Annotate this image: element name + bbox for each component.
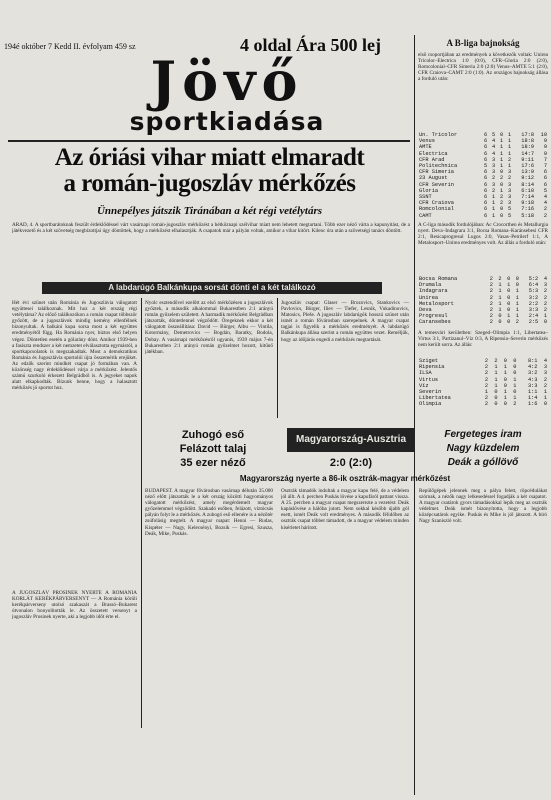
table-cell: 0 xyxy=(494,401,498,408)
table-cell: 2 xyxy=(484,401,489,408)
table-cell: 8:14 xyxy=(521,181,534,188)
table-cell: 3:3 xyxy=(527,382,538,389)
table-cell: 0 xyxy=(543,319,547,326)
table-cell: 13:9 xyxy=(521,169,534,176)
table-cell: 2 xyxy=(489,307,493,314)
table-cell: 9 xyxy=(543,138,547,145)
table-cell: 1:4 xyxy=(527,395,538,402)
bottom-left-head-2: Felázott talaj xyxy=(179,443,247,455)
table-cell: 2 xyxy=(494,358,498,364)
table-cell: 1 xyxy=(515,288,519,295)
table-cell: 7:14 xyxy=(521,194,534,201)
table-cell: 2:5 xyxy=(528,319,539,326)
team-name: Bocsa Romana xyxy=(419,276,458,282)
table-cell: 6 xyxy=(483,138,488,145)
table-row xyxy=(418,175,548,181)
table-cell: 1 xyxy=(492,212,496,219)
table-cell: 0 xyxy=(513,389,517,396)
table-cell: 0 xyxy=(503,358,507,364)
bottom-left-head-3: 35 ezer néző xyxy=(180,457,246,469)
table-cell: 0 xyxy=(513,364,517,371)
table-cell: 14:7 xyxy=(521,150,534,157)
bottom-center-head-1: Magyarország-Ausztria xyxy=(287,428,415,452)
table-cell: 1 xyxy=(498,288,502,295)
table-cell: 2 xyxy=(489,288,493,295)
table-cell: 1 xyxy=(515,307,519,314)
table-cell: 2 xyxy=(543,294,547,301)
table-cell: 4 xyxy=(543,276,547,282)
table-cell: 6 xyxy=(543,169,547,176)
table-cell: 1 xyxy=(515,294,519,301)
table-cell: 2:4 xyxy=(528,313,539,320)
bottom-right-head-2: Nagy küzdelem xyxy=(446,443,520,454)
table-cell: 2 xyxy=(484,370,489,377)
table-cell: 1:6 xyxy=(527,401,538,408)
table-cell: 5 xyxy=(543,187,547,194)
table-cell: 6 xyxy=(483,206,488,213)
table-cell: 0 xyxy=(494,389,498,396)
team-name: Progresul xyxy=(419,313,448,320)
team-name: SSNT xyxy=(419,194,432,201)
table-row xyxy=(418,401,548,407)
table-cell: 6:4 xyxy=(528,282,539,289)
table-cell: 1 xyxy=(508,144,512,151)
table-cell: 17:8 xyxy=(521,132,534,138)
table-cell: 0 xyxy=(494,395,498,402)
table-cell: 0 xyxy=(515,276,519,282)
team-name: 23 August xyxy=(419,175,448,182)
table-cell: 2 xyxy=(492,187,496,194)
table-row xyxy=(418,182,548,188)
table-cell: 2 xyxy=(513,401,517,408)
masthead-logo xyxy=(92,50,362,136)
divider xyxy=(8,140,410,142)
table-cell: 0 xyxy=(500,169,504,176)
team-name: CFR Simeria xyxy=(419,169,454,176)
table-cell: 3 xyxy=(543,364,547,371)
table-cell: 3 xyxy=(492,163,496,170)
table-cell: 2:2 xyxy=(528,300,539,307)
table-cell: 1 xyxy=(507,313,511,320)
table-cell: 4:3 xyxy=(527,376,538,383)
table-cell: 9 xyxy=(543,144,547,151)
team-name: Ripensia xyxy=(419,364,445,371)
table-cell: 1 xyxy=(500,187,504,194)
table-cell: 2 xyxy=(500,175,504,182)
team-name: Indagrara xyxy=(419,288,448,295)
table-cell: 1 xyxy=(508,138,512,145)
masthead xyxy=(92,50,362,136)
bottom-left-head-1: Zuhogó eső xyxy=(181,429,245,441)
bottom-subhead: Magyarország nyerte a 86-ik osztrák-magyar mérkőzést xyxy=(239,474,451,483)
table-cell: 0 xyxy=(543,401,547,408)
table-cell: 0 xyxy=(507,300,511,307)
table-cell: 1 xyxy=(513,376,517,383)
table-cell: 3 xyxy=(543,282,547,289)
table-cell: 6 xyxy=(483,181,488,188)
table-cell: 0 xyxy=(498,313,502,320)
table-cell: 1 xyxy=(494,382,498,389)
table-cell: 1 xyxy=(508,132,512,138)
table-cell: 2 xyxy=(484,395,489,402)
team-name: Libertatea xyxy=(419,395,451,402)
table-cell: 1:1 xyxy=(527,389,538,396)
table-cell: 6 xyxy=(483,156,488,163)
main-col3: Jugoszláv csapat: Glaser — Brozovics, Stankovics — Pavlovics, Bürger, Iliev — Tiefer, Lesnik, Vukadinovics, Matosics, Pleše. A jugoszláv labdarúgók hosszú szünet után ismét a román fővárosban szerepelnek. A magyar csapat tagjai is figyelik a mérkőzés eredményét. A labdarúgó Balkánkupa állása szerint a román együttes vezet. Reméljük, hogy az időjárás engedi a mérkőzés megtartását. xyxy=(281,300,409,343)
team-name: Virtus xyxy=(419,376,439,383)
team-name: Electrica xyxy=(419,150,448,157)
table-cell: 5:3 xyxy=(528,288,539,295)
table-cell: 6 xyxy=(483,175,488,182)
table-cell: 17:6 xyxy=(521,163,534,170)
table-cell: 5 xyxy=(492,132,496,138)
table-cell: 2 xyxy=(484,382,489,389)
right-intro: első csoportjában az eredmények a következők voltak: Unirea Tricolor–Electrica 1:0 (0:0), CFR–Gloria 2:0 (2:0), Romcolonial–CFR Simeria 2:0 (2:0) Venus–AMTE 5:1 (2:0), CFR Craiova–CAMT 2:0 (1:0). Az országos bajnokság állása a forduló után: xyxy=(418,52,548,83)
table-cell: 1 xyxy=(513,382,517,389)
table-cell: 1 xyxy=(543,395,547,402)
table-cell: 2 xyxy=(508,156,512,163)
table-cell: 0 xyxy=(507,294,511,301)
table-cell: 1 xyxy=(500,138,504,145)
table-cell: 4 xyxy=(543,358,547,364)
table-cell: 1 xyxy=(494,376,498,383)
table-cell: 0 xyxy=(507,307,511,314)
table-cell: 5 xyxy=(508,206,512,213)
table-cell: 6 xyxy=(483,194,488,201)
bottom-col4: Repülőgépek jelennek meg a pálya felett, röpcédulákat szórnak, a nézők nagy lelkesedéssel fogadják a két csapatot. A magyar csatárok gyors támadásokkal lepik meg az osztrák védelmet. Deák ismét bizonyította, hogy a legjobb középcsatárok egyike. Puskás és Mike is jól játszott. A bíró Nagy Szaniszló volt. xyxy=(419,488,547,525)
table-cell: 3 xyxy=(543,370,547,377)
bottom-right-head-3: Deák a góllövő xyxy=(447,457,519,468)
team-name: Unirea xyxy=(419,294,439,301)
table-cell: 2 xyxy=(484,376,489,383)
table-cell: 3:2 xyxy=(528,294,539,301)
table-cell: 0 xyxy=(500,212,504,219)
table-cell: 3:2 xyxy=(527,370,538,377)
headline-sub: Ünnepélyes játszik Tiránában a két régi vetélytárs xyxy=(96,205,323,217)
main-col1: Hét évi szünet után Románia és Jugoszlávia válogatott együttesei találkoznak. Mit hoz a két ország régi vetélytársa? Az előző találkozókon a román csapat többször győzött, de a jugoszlávok mindig kemény ellenfélnek bizonyultak. A balkáni kupa sorsa most a két együttes eredményétől függ. Ha Románia nyer, biztos első helyen végez. Döntetlen esetén a gólarány dönt. Amikor 1939-ben a fasiszta rendszer a két nemzetet elválasztotta egymástól, a sportkapcsolatok is megszakadtak. Most a demokratikus Románia és Jugoszlávia sportolói újra összemérik erejüket. Az edzők szerint mindkét csapat jó formában van. A közönség nagy érdeklődéssel várja a mérkőzést. Jelentős számú szurkoló érkezett Belgrádból is. A jegyeket napok alatt elkapkodták. Bízunk benne, hogy a halasztott mérkőzés jó sportot hoz. xyxy=(12,300,137,392)
team-name: CFR Severin xyxy=(419,181,454,188)
table-cell: 1 xyxy=(543,389,547,396)
table-cell: 1 xyxy=(503,395,507,402)
table-cell: 2 xyxy=(484,358,489,364)
table-cell: 0 xyxy=(500,206,504,213)
table-cell: 6 xyxy=(543,181,547,188)
table-cell: 6 xyxy=(483,169,488,176)
table-cell: 0 xyxy=(507,319,511,326)
table-cell: 1 xyxy=(498,307,502,314)
table-cell: 2 xyxy=(500,200,504,207)
table-cell: 2 xyxy=(489,319,493,326)
table-cell: 3 xyxy=(508,169,512,176)
table-cell: 1 xyxy=(484,389,489,396)
bottom-center-head-2: 2:0 (2:0) xyxy=(329,457,373,469)
table-cell: 5:18 xyxy=(521,212,534,219)
table-cell: 1 xyxy=(513,395,517,402)
table-cell: 6:10 xyxy=(521,187,534,194)
team-name: Severin xyxy=(419,389,442,396)
team-name: Politechnica xyxy=(419,163,458,170)
table-cell: 5:2 xyxy=(528,276,539,282)
masthead-title: Jövő xyxy=(150,50,304,113)
table-cell: 1 xyxy=(494,370,498,377)
table-cell: 1 xyxy=(492,194,496,201)
standings-table-2 xyxy=(418,276,548,326)
table-cell: 6 xyxy=(483,187,488,194)
team-name: CFR Arad xyxy=(419,156,445,163)
table-cell: 2 xyxy=(543,300,547,307)
table-cell: 1 xyxy=(498,282,502,289)
table-cell: 0 xyxy=(498,319,502,326)
table-cell: 0 xyxy=(513,358,517,364)
table-cell: 8:1 xyxy=(527,358,538,364)
table-row xyxy=(418,213,548,219)
table-cell: 2 xyxy=(543,212,547,219)
table-row xyxy=(418,206,548,212)
table-cell: 1 xyxy=(503,364,507,371)
table-cell: 2 xyxy=(489,276,493,282)
team-name: Sziget xyxy=(419,358,439,364)
table-cell: 3 xyxy=(508,187,512,194)
team-name: Olimpia xyxy=(419,401,442,408)
table-cell: 1 xyxy=(503,389,507,396)
table-cell: 3 xyxy=(492,169,496,176)
team-name: Metalosport xyxy=(419,300,454,307)
standings-table-3 xyxy=(418,358,548,408)
table-cell: 2 xyxy=(498,276,502,282)
right-column-title: A B-liga bajnokság xyxy=(446,38,520,48)
table-cell: 4 xyxy=(543,200,547,207)
team-name: CAMT xyxy=(419,212,432,219)
right-mid-text-2: A temesvári kerületben: Szeged–Olimpia 1:1, Libertatea–Virtus 3:1, Partizanul–Víz 0:3, A Ripensia–Severin mérkőzés nem került sorra. Az állás: xyxy=(418,330,548,349)
bottom-right-head-1: Fergeteges iram xyxy=(444,429,522,440)
table-cell: 2 xyxy=(543,376,547,383)
table-cell: 1 xyxy=(515,300,519,307)
team-name: Gloria xyxy=(419,187,439,194)
table-row xyxy=(418,319,548,325)
table-cell: 0 xyxy=(507,276,511,282)
team-name: Víz xyxy=(419,382,429,389)
team-name: Venus xyxy=(419,138,435,145)
table-cell: 5 xyxy=(508,212,512,219)
standings-table-1 xyxy=(418,132,548,219)
team-name: AMTE xyxy=(419,144,432,151)
team-name: Caransebes xyxy=(419,319,451,326)
table-cell: 9:18 xyxy=(521,200,534,207)
table-cell: 6 xyxy=(483,150,488,157)
table-cell: 1 xyxy=(500,150,504,157)
table-cell: 0 xyxy=(503,376,507,383)
table-cell: 0 xyxy=(500,181,504,188)
table-cell: 1 xyxy=(507,282,511,289)
table-cell: 1 xyxy=(500,163,504,170)
team-name: Deva xyxy=(419,307,432,314)
table-cell: 6 xyxy=(543,175,547,182)
table-cell: 1 xyxy=(498,294,502,301)
team-name: Drumala xyxy=(419,282,442,289)
bottom-col3: Osztrák támadók indultak a magyar kapu felé, de a védelem jól állt. A 4. percben Puskás lövése a kapufáról pattant vissza. A 25. percben a magyar csapat megszerezte a vezetést: Deák kapáslövése a hálóba jutott. Nem sokkal később újabb gól esett, ismét Deák volt eredményes. A második félidőben az osztrák csapat többet támadott, de a magyar védelem minden kísérletet hárított. xyxy=(281,488,409,531)
table-cell: 18:8 xyxy=(521,138,534,145)
balkan-banner: A labdarúgó Balkánkupa sorsát dönti el a két találkozó xyxy=(42,282,382,294)
table-cell: 0 xyxy=(503,401,507,408)
headline-line1: Az óriási vihar miatt elmaradt xyxy=(54,144,365,171)
table-cell: 2 xyxy=(484,364,489,371)
table-cell: 1 xyxy=(500,156,504,163)
team-name: CFR Craiova xyxy=(419,200,454,207)
table-cell: 1 xyxy=(500,144,504,151)
table-cell: 5 xyxy=(483,163,488,170)
table-cell: 3:3 xyxy=(528,307,539,314)
table-cell: 2 xyxy=(500,194,504,201)
table-cell: 0 xyxy=(507,288,511,295)
table-cell: 3 xyxy=(508,181,512,188)
table-cell: 10 xyxy=(540,132,547,138)
table-cell: 1 xyxy=(515,313,519,320)
table-cell: 1 xyxy=(508,163,512,170)
table-cell: 0 xyxy=(515,282,519,289)
table-cell: 2 xyxy=(543,307,547,314)
table-cell: 1 xyxy=(498,300,502,307)
table-cell: 2 xyxy=(515,319,519,326)
table-cell: 6 xyxy=(483,212,488,219)
table-cell: 2 xyxy=(489,282,493,289)
table-cell: 1 xyxy=(543,313,547,320)
table-row xyxy=(418,151,548,157)
table-cell: 4 xyxy=(492,144,496,151)
masthead-subtitle: sportkiadása xyxy=(129,107,325,136)
table-cell: 2 xyxy=(489,300,493,307)
table-cell: 9:11 xyxy=(521,156,534,163)
table-cell: 3 xyxy=(508,194,512,201)
bottom-col1: A JUGOSZLÁV PROSINEK NYERTE A ROMÁNIA KORLÁT KERÉKPÁRVERSENYT — A Románia körüli kerékpárverseny utolsó szakaszát a Brassó–Bukarest útvonalon bonyolították le. Az összetett versenyt a jugoszláv Prosinek nyerte, aki a legjobb időt érte el. xyxy=(12,590,137,621)
table-cell: 18:9 xyxy=(521,144,534,151)
table-cell: 2 xyxy=(508,175,512,182)
column-rule xyxy=(277,298,278,418)
table-cell: 7:16 xyxy=(521,206,534,213)
main-col2: Nyolc esztendővel ezelőtt az első mérkőzésen a jugoszlávok győztek, a második alkalommal Bukarestben 2:1 arányú román győzelem született. A harmadik mérkőzést Belgrádban játszották, döntetlennel végződött. Öregeknek ekkor a két válogatott összeállítása: David — Bürger, Albu — Vintila, Kotormány, Demetrovics — Bogdán, Baratky, Bodola, Dobay. A vasárnapi mérkőzésről ugyanis, 1939 május 7-én Bukarestben 2:1 arányú román győzelmet hozott, kitűnő játékban. xyxy=(145,300,273,355)
table-cell: 2 xyxy=(489,313,493,320)
table-cell: 3 xyxy=(492,156,496,163)
team-name: Romcolonial xyxy=(419,206,454,213)
table-cell: 6 xyxy=(483,200,488,207)
table-cell: 2 xyxy=(543,382,547,389)
table-cell: 1 xyxy=(492,206,496,213)
table-cell: 4:2 xyxy=(527,364,538,371)
table-cell: 4 xyxy=(492,150,496,157)
bottom-col2: BUDAPEST. A magyar fővárosban vasárnap délután 35.000 néző előtt játszották le a két ország közötti hagyományos válogatott mérkőzést, amely megérdemelt magyar győzelemmel végződött. Szakadó esőben, felázott, víztócsás pályán folyt le a mérkőzés. A zuhogó eső ellenére is a nézőtér zsúfolásig megtelt. A magyar csapat: Henni — Rudas, Kispéter — Nagy, Kelecsényi, Bozsik — Egresi, Szusza, Deák, Mike, Puskás. xyxy=(145,488,273,537)
table-cell: 1 xyxy=(492,200,496,207)
table-cell: 3 xyxy=(508,200,512,207)
team-name: ILSA xyxy=(419,370,432,377)
table-cell: 0 xyxy=(500,132,504,138)
table-cell: 9 xyxy=(543,150,547,157)
price-line: 4 oldal Ára 500 lej xyxy=(240,35,381,55)
headline-line2: a román-jugoszláv mérkőzés xyxy=(63,170,356,197)
table-cell: 7 xyxy=(543,156,547,163)
table-cell: 4 xyxy=(492,138,496,145)
team-name: Un. Tricolor xyxy=(419,132,458,138)
right-mid-text: A C-liga második fordulójában: Ac Crocorthen és Metallurgia nyert. Deva–Indagrara 3:1, Bocsa Romana–Karánsebesi CFR 2:1, Resicaprogresul Lugos 2:0, Vasas–Petrilerf 1:1, A Metalosport–Unirea eredményes volt. Az állás a forduló után: xyxy=(418,222,548,247)
intro-text: ARAD, 4. A sportbarátoknak feszült érdeklődéssel várt vasárnapi román-jugoszláv mérkőzést a hétköznapi szélvihar miatt nem lehetett megtartani. Több ezer néző várta a kapunyitást, de a játékvezető és a két szövetség megbízottjai úgy döntöttek, hogy a mérkőzést elhalasztják. A csapatok már a pályán voltak, amikor a vihar kitört. Kilenc óra után a szövetségi tanács döntött. xyxy=(12,222,410,235)
table-cell: 0 xyxy=(503,382,507,389)
table-cell: 9:12 xyxy=(521,175,534,182)
table-cell: 1 xyxy=(503,370,507,377)
column-rule xyxy=(414,35,415,795)
table-cell: 3 xyxy=(492,181,496,188)
table-cell: 6 xyxy=(483,144,488,151)
table-cell: 0 xyxy=(513,370,517,377)
table-cell: 4 xyxy=(543,194,547,201)
table-cell: 7 xyxy=(543,163,547,170)
table-cell: 2 xyxy=(492,175,496,182)
column-rule xyxy=(141,298,142,728)
table-cell: 1 xyxy=(508,150,512,157)
table-cell: 6 xyxy=(483,132,488,138)
table-cell: 2 xyxy=(543,206,547,213)
table-cell: 2 xyxy=(489,294,493,301)
table-cell: 1 xyxy=(494,364,498,371)
date-line: 194é október 7 Kedd II. évfolyam 459 sz xyxy=(4,42,136,51)
table-cell: 2 xyxy=(543,288,547,295)
